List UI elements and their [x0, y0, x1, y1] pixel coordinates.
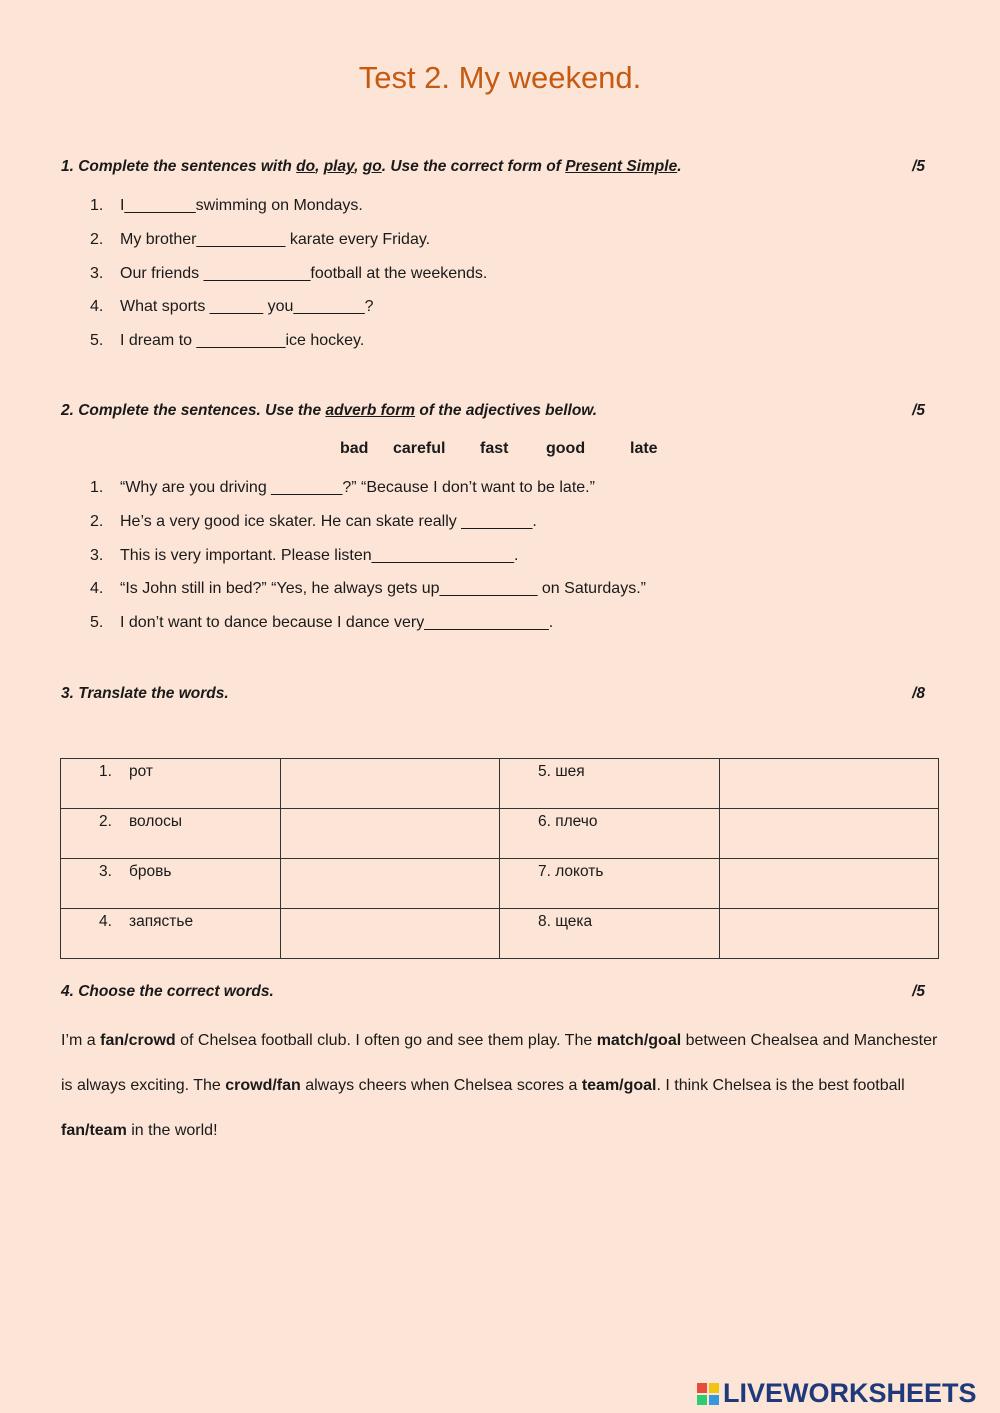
table-row: 4. запястье 8. щека [61, 909, 939, 959]
liveworksheets-logo: LIVEWORKSHEETS [697, 1378, 977, 1409]
list-item: 3. Our friends ____________football at the weekends. [90, 264, 488, 282]
list-item: 4. What sports ______ you________? [90, 298, 374, 316]
word-bank-item: fast [480, 440, 509, 457]
choice-option[interactable]: match/goal [596, 1032, 682, 1049]
list-item: 4. “Is John still in bed?” “Yes, he always gets up___________ on Saturdays.” [90, 580, 646, 598]
choice-option[interactable]: team/goal [581, 1077, 657, 1094]
table-row: 3. бровь 7. локоть [61, 859, 939, 909]
translation-table [60, 758, 939, 959]
task4-paragraph: I’m a fan/crowd of Chelsea football club. I often go and see them play. The match/goal between Chealsea and Manchester is always exciting. The crowd/fan always cheers when Chelsea scores a team/goal. I think Chelsea is the best football fan/team in the world! [61, 1032, 938, 1139]
answer-cell[interactable] [719, 759, 938, 809]
answer-cell[interactable] [719, 909, 938, 959]
list-item: 1. “Why are you driving ________?” “Because I don’t want to be late.” [90, 479, 595, 496]
answer-cell[interactable] [280, 909, 499, 959]
task4-score: /5 [912, 983, 925, 1000]
task2-list [90, 479, 646, 648]
logo-mark-icon [697, 1383, 719, 1405]
task1-score: /5 [912, 158, 925, 175]
answer-cell[interactable] [719, 859, 938, 909]
list-item: 5. I don’t want to dance because I dance very______________. [90, 614, 554, 632]
list-item: 2. My brother__________ karate every Friday. [90, 230, 431, 248]
word-bank-item: careful [393, 440, 446, 457]
choice-option[interactable]: crowd/fan [225, 1077, 301, 1094]
answer-cell[interactable] [280, 809, 499, 859]
word-bank-item: late [630, 440, 658, 457]
list-item: 3. This is very important. Please listen________________. [90, 546, 519, 564]
choice-option[interactable]: fan/team [61, 1122, 127, 1139]
page-title: Test 2. My weekend. [358, 60, 642, 95]
task1-list [90, 197, 487, 366]
answer-cell[interactable] [280, 759, 499, 809]
task4-heading: 4. Choose the correct words. /5 [61, 983, 925, 1000]
word-bank [340, 440, 658, 458]
task3-heading: 3. Translate the words. /8 [61, 685, 925, 702]
list-item: 5. I dream to __________ice hockey. [90, 332, 365, 350]
task2-score: /5 [912, 402, 925, 419]
answer-cell[interactable] [719, 809, 938, 859]
word-bank-item: bad [340, 440, 369, 457]
answer-cell[interactable] [280, 859, 499, 909]
task2-heading: 2. Complete the sentences. Use the adverb form of the adjectives bellow. /5 [61, 402, 925, 419]
table-row: 2. волосы 6. плечо [61, 809, 939, 859]
task3-score: /8 [912, 685, 925, 702]
word-bank-item: good [546, 440, 586, 457]
choice-option[interactable]: fan/crowd [100, 1032, 176, 1049]
task1-heading: 1. Complete the sentences with do, play, go. Use the correct form of Present Simple. /5 [61, 158, 925, 175]
list-item: 2. He’s a very good ice skater. He can skate really ________. [90, 512, 537, 530]
list-item: 1. I________swimming on Mondays. [90, 197, 363, 214]
table-row: 1. рот 5. шея [61, 759, 939, 809]
